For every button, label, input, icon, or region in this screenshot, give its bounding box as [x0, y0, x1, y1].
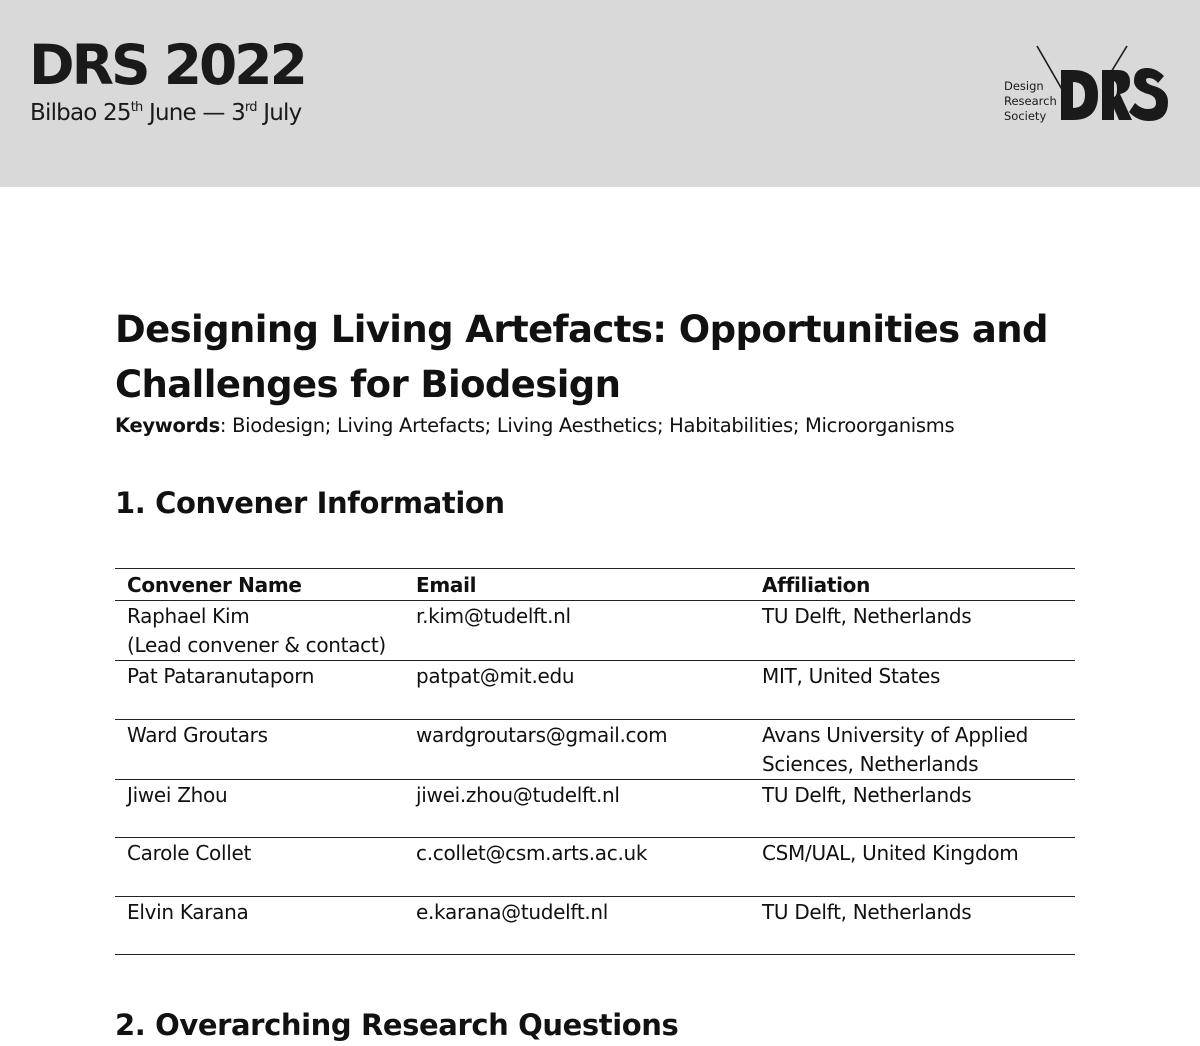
keywords-line: [115, 412, 954, 440]
table-row: [115, 838, 1075, 897]
convener-name: Carole Collet: [127, 841, 252, 866]
header-band: [0, 0, 1200, 187]
header-email: Email: [416, 573, 477, 597]
keywords-list: : Biodesign; Living Artefacts; Living Aesthetics; Habitabilities; Microorganisms: [219, 414, 955, 437]
convener-name: Elvin Karana: [127, 899, 249, 924]
dates-middle: June — 3: [142, 100, 245, 126]
convener-affiliation: Avans University of Applied Sciences, Netherlands: [762, 722, 1029, 776]
table-row: [115, 779, 1075, 838]
convener-affiliation: TU Delft, Netherlands: [762, 604, 972, 628]
convener-name-cell: [115, 601, 404, 661]
section-heading-research-questions: 2. Overarching Research Questions: [115, 1008, 679, 1042]
convener-email: r.kim@tudelft.nl: [416, 604, 571, 628]
logo-line-design: Design: [1004, 79, 1044, 93]
conference-title: DRS 2022: [29, 33, 305, 97]
paper-title: Designing Living Artefacts: Opportunities and Challenges for Biodesign: [115, 308, 1048, 406]
drs-logo-icon: [1030, 40, 1170, 130]
table-row: [115, 661, 1075, 720]
table-row: [115, 896, 1075, 955]
convener-name: Jiwei Zhou: [127, 782, 228, 807]
table-row: [115, 601, 1075, 661]
dates-end-sup: rd: [244, 100, 257, 115]
convener-name: Pat Pataranutaporn: [127, 664, 315, 688]
header-affiliation: Affiliation: [762, 573, 871, 597]
convener-email: jiwei.zhou@tudelft.nl: [416, 782, 620, 807]
convener-email: e.karana@tudelft.nl: [416, 899, 609, 924]
table-header-row: [115, 569, 1075, 601]
table-row: [115, 719, 1075, 779]
convener-affiliation: TU Delft, Netherlands: [762, 899, 972, 924]
section-heading-convener-information: 1. Convener Information: [115, 486, 505, 520]
header-convener-name: Convener Name: [127, 573, 302, 597]
dates-suffix: July: [256, 100, 302, 126]
convener-name: Ward Groutars: [127, 722, 268, 747]
convener-affiliation: MIT, United States: [762, 664, 941, 688]
convener-table: [115, 568, 1075, 955]
convener-email: c.collet@csm.arts.ac.uk: [416, 841, 648, 866]
convener-affiliation: TU Delft, Netherlands: [762, 782, 972, 807]
convener-name: Raphael Kim: [127, 604, 250, 628]
conference-dates: [30, 97, 301, 129]
convener-email: wardgroutars@gmail.com: [416, 722, 668, 747]
convener-affiliation: CSM/UAL, United Kingdom: [762, 841, 1019, 866]
dates-start-sup: th: [130, 100, 143, 115]
dates-prefix: Bilbao 25: [30, 100, 131, 126]
logo-line-research: Research: [1004, 94, 1057, 108]
logo-line-society: Society: [1004, 109, 1047, 123]
convener-email: patpat@mit.edu: [416, 664, 575, 688]
keywords-label: Keywords: [115, 414, 220, 437]
convener-note: (Lead convener & contact): [127, 633, 386, 657]
